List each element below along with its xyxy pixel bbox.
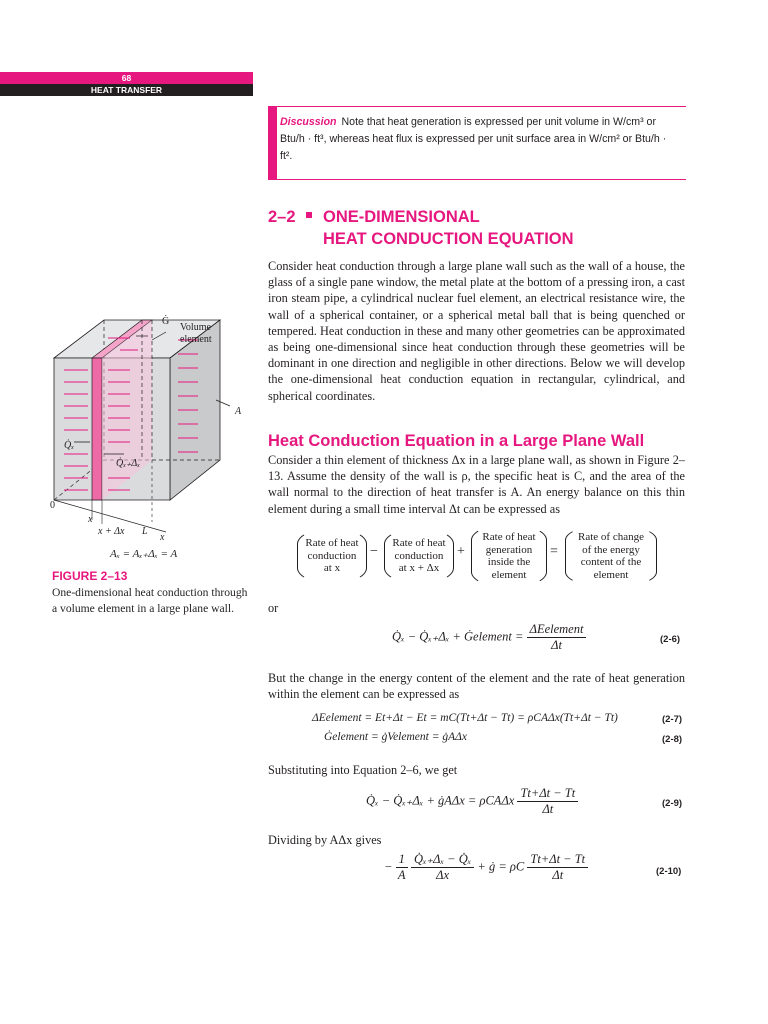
equation-label-2-8: (2-8) xyxy=(662,734,683,745)
equation-label-2-7: (2-7) xyxy=(662,714,683,725)
paragraph-energy-balance: Consider a thin element of thickness Δx in a large plane wall, as shown in Figure 2–13. Assume the density of the wall is ρ, the specific heat is C, and the area of the wall normal to the direction of heat transfer is A. An energy balance on this thin element during a small time interval Δt can be expressed as xyxy=(268,453,685,516)
equation-label-2-10: (2-10) xyxy=(656,866,682,877)
equation-2-9: Q̇ₓ − Q̇ₓ₊Δₓ + ġAΔx = ρCAΔx $\frac{Tt+\Delta t - Tt}{\Delta t}$ xyxy=(366,786,578,817)
substituting-text: Substituting into Equation 2–6, we get xyxy=(268,763,458,777)
section-bullet xyxy=(306,212,312,218)
discussion-body: Note that heat generation is expressed per unit volume in W/cm³ or Btu/h · ft³, whereas heat flux is expressed per unit surface area in W/cm² or Btu/h · ft². xyxy=(280,116,667,162)
equation-2-7: ΔEelement = Et+Δt − Et = mC(Tt+Δt − Tt) = ρCAΔx(Tt+Δt − Tt) xyxy=(312,712,618,724)
equation-2-10: − $\frac{1}{A}$ $\frac{\text{Q̇ₓ₊Δₓ − Q̇ₓ}}{\Delta x}$ + ġ = ρC $\frac{Tt+\Delta t - Tt}{\Delta t}$ xyxy=(384,852,588,883)
element-label: element xyxy=(180,334,212,345)
section-title-line1: ONE-DIMENSIONAL xyxy=(323,208,480,226)
equation-2-8: Ġelement = ġVelement = ġAΔx xyxy=(324,731,467,743)
discussion-label: Discussion xyxy=(280,116,337,128)
section-number: 2–2 xyxy=(268,208,296,226)
paragraph-intro: Consider heat conduction through a large plane wall such as the wall of a house, the glass of a single pane window, the metal plate at the bottom of a pressing iron, a cast iron steam pipe, a cylindrical nuclear fuel element, an electrical resistance wire, the wall of a spherical container, or a spherical metal ball that is being quenched or tempered. Heat conduction in these and many other geometries can be approximated as being one-dimensional since heat conduction through these geometries will be dominant in one direction and negligible in other directions. Below we will develop the one-dimensional heat conduction equation in rectangular, cylindrical, and spherical coordinates. xyxy=(268,259,685,403)
equation-label-2-9: (2-9) xyxy=(662,798,683,809)
dividing-text: Dividing by AΔx gives xyxy=(268,833,382,847)
x-position-label: x xyxy=(88,514,93,525)
element-front xyxy=(92,358,102,500)
equation-label-2-6: (2-6) xyxy=(660,634,681,645)
balance-minus: − xyxy=(370,544,378,559)
generation-label: Ġ xyxy=(162,316,170,327)
thickness-label: L xyxy=(142,526,148,537)
xdx-position-label: x + Δx xyxy=(98,526,125,537)
balance-plus: + xyxy=(457,544,465,559)
figure-caption: One-dimensional heat conduction through a volume element in a large plane wall. xyxy=(52,586,248,615)
discussion-text xyxy=(280,114,680,165)
running-title: HEAT TRANSFER xyxy=(90,85,163,95)
balance-term-energy-change: Rate of change of the energy content of the element xyxy=(565,524,657,588)
figure-label: FIGURE 2–13 xyxy=(52,569,128,583)
section-title-line2: HEAT CONDUCTION EQUATION xyxy=(323,230,574,248)
equation-2-6: Q̇ₓ − Q̇ₓ₊Δₓ + Ġelement = $\frac{\text{ΔEelement}}{\Delta t}$ xyxy=(392,622,586,653)
figure-plane-wall-diagram xyxy=(30,310,260,550)
area-label: A xyxy=(235,406,242,417)
balance-term-conduction-x: Rate of heat conduction at x xyxy=(297,528,367,584)
balance-equals: = xyxy=(550,544,558,559)
x-axis-label: x xyxy=(160,532,165,543)
subsection-heading: Heat Conduction Equation in a Large Plane Wall xyxy=(268,432,645,450)
or-text: or xyxy=(268,601,279,615)
qx-label: Q̇ₓ xyxy=(64,440,75,451)
page-number: 68 xyxy=(121,73,132,83)
paragraph-energy-content: But the change in the energy content of the element and the rate of heat generation within the element can be expressed as xyxy=(268,671,685,701)
qxdx-label: Q̇ₓ₊Δₓ xyxy=(116,458,141,469)
volume-label: Volume xyxy=(180,322,211,333)
balance-term-conduction-xdx: Rate of heat conduction at x + Δx xyxy=(384,528,454,584)
origin-label: 0 xyxy=(50,500,55,511)
figure-area-equation: Aₓ = Aₓ₊Δₓ = A xyxy=(110,548,178,560)
balance-term-generation: Rate of heat generation inside the element xyxy=(471,524,547,588)
